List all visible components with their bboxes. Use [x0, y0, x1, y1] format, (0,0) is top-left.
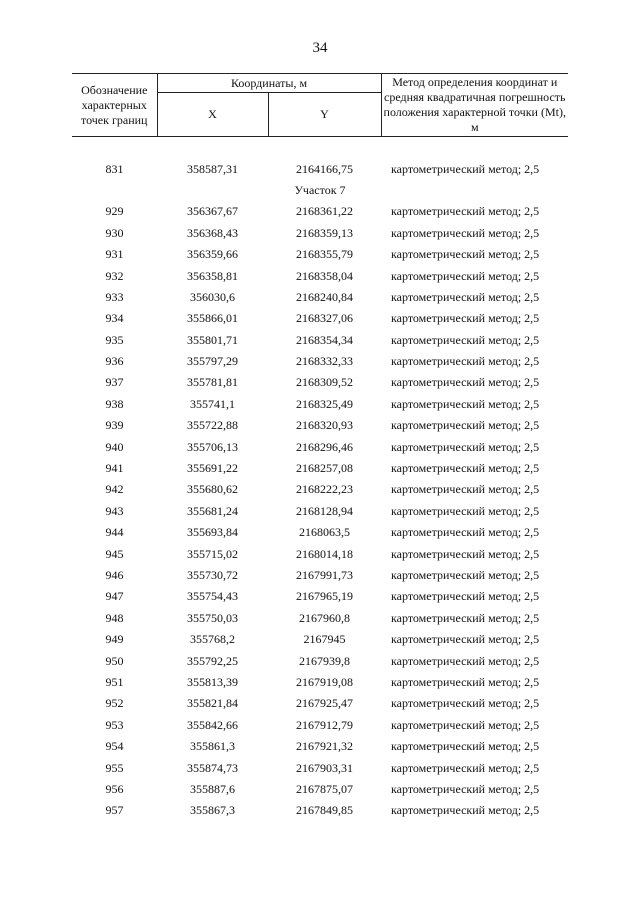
point-designation: 929 [105, 204, 124, 219]
table-row [72, 265, 568, 286]
y-coordinate: 2167921,32 [296, 739, 353, 754]
point-designation: 949 [105, 632, 124, 647]
y-coordinate: 2167919,08 [296, 674, 353, 689]
table-row [72, 650, 568, 671]
x-coordinate: 355821,84 [187, 696, 238, 711]
y-coordinate: 2168014,18 [296, 546, 353, 561]
table-row [72, 565, 568, 586]
table-row [72, 394, 568, 415]
x-coordinate: 355842,66 [187, 717, 238, 732]
section-row [72, 180, 568, 201]
x-coordinate: 355887,6 [190, 781, 235, 796]
table-row [72, 501, 568, 522]
method-cell: картометрический метод; 2,5 [391, 161, 540, 176]
table-row [72, 586, 568, 607]
header-x: X [157, 93, 268, 137]
x-coordinate: 355813,39 [187, 674, 238, 689]
table-row [72, 757, 568, 778]
x-coordinate: 356367,67 [187, 204, 238, 219]
table-row [72, 736, 568, 757]
x-coordinate: 355866,01 [187, 311, 238, 326]
method-cell: картометрический метод; 2,5 [391, 354, 540, 369]
table-row [72, 415, 568, 436]
point-designation: 950 [105, 653, 124, 668]
point-designation: 938 [105, 396, 124, 411]
table-body [72, 137, 568, 822]
x-coordinate: 355741,1 [190, 396, 235, 411]
point-designation: 956 [105, 781, 124, 796]
y-coordinate: 2168296,46 [296, 439, 353, 454]
table-row [72, 479, 568, 500]
point-designation: 954 [105, 739, 124, 754]
y-coordinate: 2168063,5 [299, 525, 350, 540]
point-designation: 931 [105, 247, 124, 262]
method-cell: картометрический метод; 2,5 [391, 610, 540, 625]
header-spacer [72, 137, 568, 159]
table-row [72, 244, 568, 265]
method-cell: картометрический метод; 2,5 [391, 375, 540, 390]
y-coordinate: 2168320,93 [296, 418, 353, 433]
method-cell: картометрический метод; 2,5 [391, 546, 540, 561]
method-cell: картометрический метод; 2,5 [391, 739, 540, 754]
point-designation: 945 [105, 546, 124, 561]
y-coordinate: 2168332,33 [296, 354, 353, 369]
header-designation: Обозначение характерных точек границ [72, 74, 157, 137]
table-header [72, 74, 568, 137]
method-cell: картометрический метод; 2,5 [391, 760, 540, 775]
x-coordinate: 355781,81 [187, 375, 238, 390]
y-coordinate: 2167991,73 [296, 568, 353, 582]
x-coordinate: 356368,43 [187, 225, 238, 240]
x-coordinate: 355874,73 [187, 760, 238, 775]
y-coordinate: 2168240,84 [296, 289, 353, 304]
method-cell: картометрический метод; 2,5 [391, 268, 540, 283]
y-coordinate: 2168355,79 [296, 247, 353, 262]
x-coordinate: 355797,29 [187, 354, 238, 369]
point-designation: 953 [105, 717, 124, 732]
table-row [72, 608, 568, 629]
x-coordinate: 355706,13 [187, 439, 238, 454]
x-coordinate: 356030,6 [190, 289, 235, 304]
page-number: 34 [312, 40, 328, 56]
table-row [72, 779, 568, 800]
x-coordinate: 355867,3 [190, 803, 235, 818]
point-designation: 947 [105, 589, 124, 604]
method-cell: картометрический метод; 2,5 [391, 247, 540, 262]
x-coordinate: 358587,31 [187, 161, 238, 176]
y-coordinate: 2168222,23 [296, 482, 353, 497]
header-coordinates: Координаты, м [157, 74, 381, 93]
x-coordinate: 355754,43 [187, 589, 238, 604]
section-label: Участок 7 [294, 182, 346, 197]
table-row [72, 201, 568, 222]
point-designation: 944 [105, 525, 124, 540]
header-y: Y [268, 93, 381, 137]
point-designation: 937 [105, 375, 124, 390]
y-coordinate: 2167965,19 [296, 589, 353, 604]
point-designation: 939 [105, 418, 124, 433]
method-cell: картометрический метод; 2,5 [391, 632, 540, 647]
y-coordinate: 2167925,47 [296, 696, 353, 711]
point-designation: 948 [105, 610, 124, 625]
x-coordinate: 355730,72 [187, 568, 238, 582]
method-cell: картометрический метод; 2,5 [391, 717, 540, 732]
y-coordinate: 2168257,08 [296, 461, 353, 476]
x-coordinate: 355715,02 [187, 546, 238, 561]
method-cell: картометрический метод; 2,5 [391, 696, 540, 711]
table-row [72, 715, 568, 736]
y-coordinate: 2167849,85 [296, 803, 353, 818]
table-row [72, 287, 568, 308]
y-coordinate: 2168354,34 [296, 332, 353, 347]
y-coordinate: 2168309,52 [296, 375, 353, 390]
method-cell: картометрический метод; 2,5 [391, 396, 540, 411]
method-cell: картометрический метод; 2,5 [391, 503, 540, 518]
table-row [72, 800, 568, 821]
point-designation: 936 [105, 354, 124, 369]
method-cell: картометрический метод; 2,5 [391, 482, 540, 497]
point-designation: 932 [105, 268, 124, 283]
method-cell: картометрический метод; 2,5 [391, 289, 540, 304]
x-coordinate: 355681,24 [187, 503, 238, 518]
point-designation: 946 [105, 568, 124, 582]
y-coordinate: 2168359,13 [296, 225, 353, 240]
x-coordinate: 355680,62 [187, 482, 238, 497]
y-coordinate: 2168327,06 [296, 311, 353, 326]
point-designation: 952 [105, 696, 124, 711]
table-row [72, 372, 568, 393]
table-row [72, 330, 568, 351]
point-designation: 942 [105, 482, 124, 497]
table-row [72, 458, 568, 479]
method-cell: картометрический метод; 2,5 [391, 461, 540, 476]
x-coordinate: 355691,22 [187, 461, 238, 476]
y-coordinate: 2168128,94 [296, 503, 353, 518]
x-coordinate: 356359,66 [187, 247, 238, 262]
table-row [72, 308, 568, 329]
y-coordinate: 2168325,49 [296, 396, 353, 411]
point-designation: 940 [105, 439, 124, 454]
table-row [72, 543, 568, 564]
table-row [72, 629, 568, 650]
x-coordinate: 355801,71 [187, 332, 238, 347]
table-row [72, 436, 568, 457]
header-method: Метод определения координат и средняя квадратичная погрешность положения характерной точки (Mt), м [381, 74, 568, 137]
method-cell: картометрический метод; 2,5 [391, 674, 540, 689]
method-cell: картометрический метод; 2,5 [391, 332, 540, 347]
point-designation: 941 [105, 461, 124, 476]
y-coordinate: 2167960,8 [299, 610, 350, 625]
y-coordinate: 2167903,31 [296, 760, 353, 775]
y-coordinate: 2167945 [303, 632, 346, 647]
y-coordinate: 2167939,8 [299, 653, 350, 668]
coordinates-table [72, 73, 568, 822]
table-row [72, 351, 568, 372]
table-row [72, 522, 568, 543]
point-designation: 951 [105, 674, 124, 689]
point-designation: 935 [105, 332, 124, 347]
x-coordinate: 355693,84 [187, 525, 238, 540]
x-coordinate: 356358,81 [187, 268, 238, 283]
method-cell: картометрический метод; 2,5 [391, 311, 540, 326]
method-cell: картометрический метод; 2,5 [391, 568, 540, 582]
point-designation: 957 [105, 803, 124, 818]
y-coordinate: 2168358,04 [296, 268, 353, 283]
x-coordinate: 355722,88 [187, 418, 238, 433]
table-row [72, 223, 568, 244]
y-coordinate: 2167875,07 [296, 781, 353, 796]
point-designation: 930 [105, 225, 124, 240]
table-row [72, 693, 568, 714]
table-row [72, 672, 568, 693]
method-cell: картометрический метод; 2,5 [391, 803, 540, 818]
x-coordinate: 355861,3 [190, 739, 235, 754]
method-cell: картометрический метод; 2,5 [391, 204, 540, 219]
method-cell: картометрический метод; 2,5 [391, 653, 540, 668]
method-cell: картометрический метод; 2,5 [391, 781, 540, 796]
x-coordinate: 355750,03 [187, 610, 238, 625]
method-cell: картометрический метод; 2,5 [391, 589, 540, 604]
method-cell: картометрический метод; 2,5 [391, 418, 540, 433]
point-designation: 933 [105, 289, 124, 304]
table-row [72, 158, 568, 179]
point-designation: 955 [105, 760, 124, 775]
point-designation: 943 [105, 503, 124, 518]
method-cell: картометрический метод; 2,5 [391, 525, 540, 540]
method-cell: картометрический метод; 2,5 [391, 225, 540, 240]
y-coordinate: 2164166,75 [296, 161, 353, 176]
x-coordinate: 355792,25 [187, 653, 238, 668]
y-coordinate: 2168361,22 [296, 204, 353, 219]
method-cell: картометрический метод; 2,5 [391, 439, 540, 454]
x-coordinate: 355768,2 [190, 632, 235, 647]
point-designation: 831 [105, 161, 124, 176]
y-coordinate: 2167912,79 [296, 717, 353, 732]
point-designation: 934 [105, 311, 124, 326]
